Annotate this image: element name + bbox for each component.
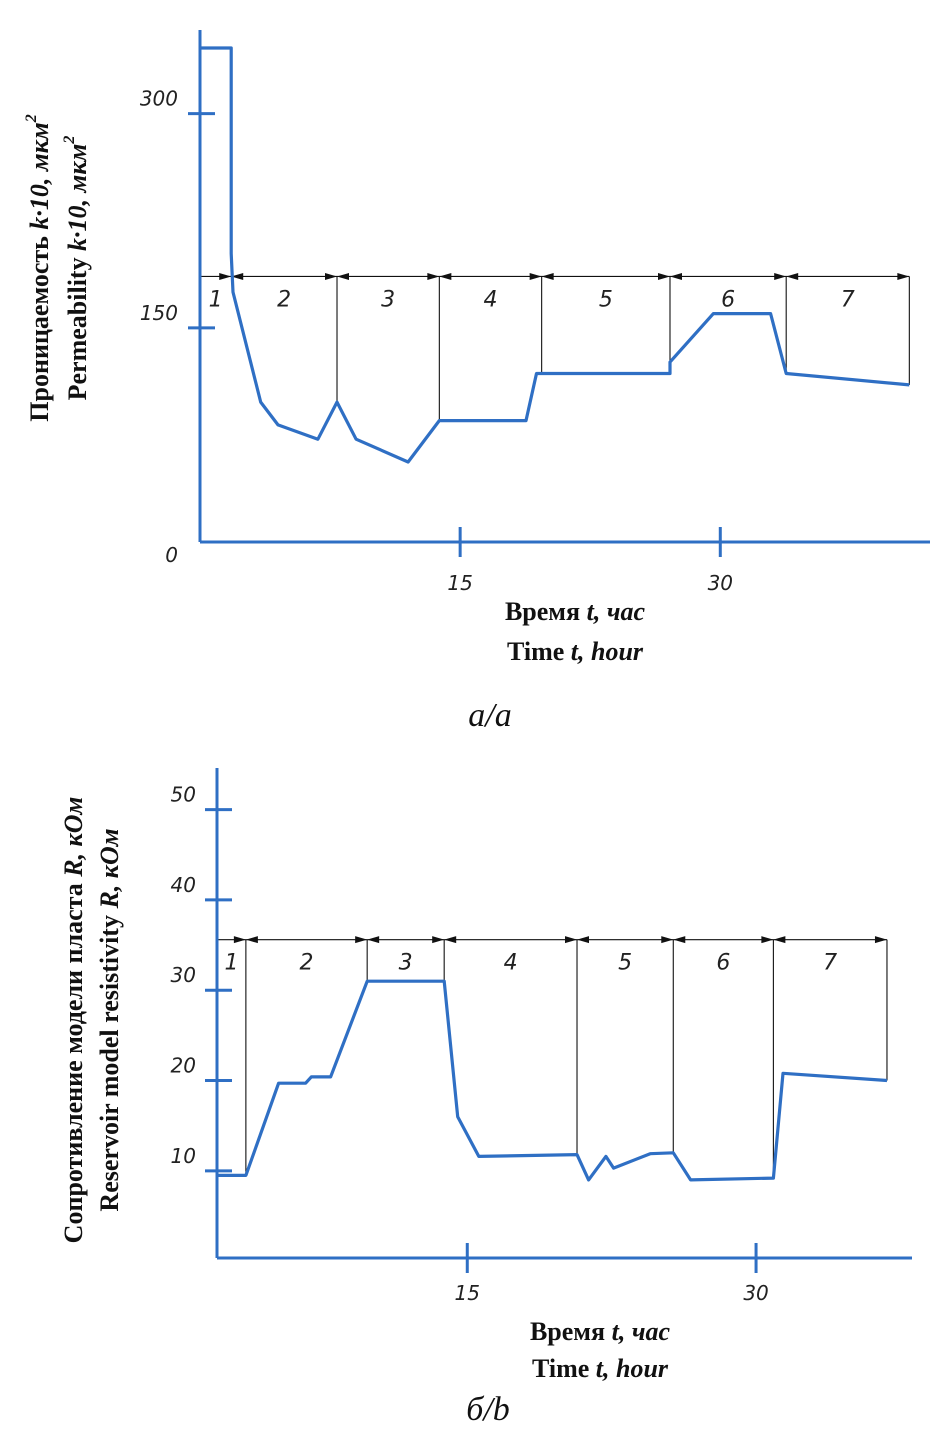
- a-arrowhead-right: [219, 273, 231, 280]
- a-arrowhead-right: [427, 273, 439, 280]
- b-arrowhead-left: [773, 936, 785, 943]
- b-y-tick-label: 20: [170, 1053, 196, 1078]
- a-arrowhead-right: [658, 273, 670, 280]
- a-stage-label: 5: [598, 287, 613, 313]
- a-stage-label: 4: [483, 287, 498, 313]
- b-arrowhead-right: [761, 936, 773, 943]
- b-x-tick-label: 15: [454, 1281, 481, 1305]
- b-stage-label: 7: [823, 950, 838, 976]
- a-arrowhead-left: [670, 273, 682, 280]
- b-arrowhead-right: [875, 936, 887, 943]
- b-stage-label: 6: [716, 950, 731, 976]
- a-stage-label: 7: [840, 287, 855, 313]
- a-arrowhead-left: [786, 273, 798, 280]
- a-x-axis-title-ru: Время t, час: [504, 597, 646, 626]
- a-x-tick-label: 30: [707, 571, 734, 595]
- a-arrowhead-right: [897, 273, 909, 280]
- b-series-resistivity: [217, 981, 887, 1180]
- a-stage-label: 2: [277, 287, 292, 313]
- b-y-axis-title-ru: Сопротивление модели пласта R, кОм: [59, 796, 88, 1244]
- b-stage-label: 4: [503, 950, 518, 976]
- b-x-axis-title-ru: Время t, час: [529, 1317, 671, 1346]
- a-x-tick-label: 15: [447, 571, 473, 595]
- a-arrowhead-left: [439, 273, 451, 280]
- b-arrowhead-right: [355, 936, 367, 943]
- b-arrowhead-right: [661, 936, 673, 943]
- a-arrowhead-right: [530, 273, 542, 280]
- b-arrowhead-left: [367, 936, 379, 943]
- b-arrowhead-left: [673, 936, 685, 943]
- b-y-tick-label: 50: [170, 782, 196, 807]
- a-series-permeability: [200, 48, 909, 462]
- b-x-tick-label: 30: [743, 1281, 769, 1305]
- b-x-axis-title-en: Time t, hour: [531, 1354, 669, 1383]
- a-y-axis-title-en: Permeability k·10, мкм$^2$: [61, 135, 92, 401]
- b-arrowhead-right: [432, 936, 444, 943]
- b-stage-label: 5: [618, 950, 633, 976]
- a-y-tick-label: 0: [165, 543, 178, 567]
- a-x-axis-title-en: Time t, hour: [506, 637, 644, 666]
- a-arrowhead-left: [337, 273, 349, 280]
- a-panel-label: а/a: [468, 697, 512, 734]
- b-stage-label: 2: [299, 950, 314, 976]
- b-arrowhead-left: [246, 936, 258, 943]
- b-arrowhead-left: [577, 936, 589, 943]
- b-arrowhead-right: [234, 936, 246, 943]
- b-arrowhead-right: [565, 936, 577, 943]
- a-y-tick-label: 150: [139, 300, 178, 325]
- b-stage-label: 1: [224, 950, 239, 976]
- a-arrowhead-right: [774, 273, 786, 280]
- a-stage-label: 1: [208, 287, 223, 313]
- a-y-axis-title-ru: Проницаемость k·10, мкм$^2$: [23, 114, 54, 422]
- panel-a-permeability: [23, 30, 930, 734]
- a-arrowhead-left: [542, 273, 554, 280]
- panel-b-resistivity: [59, 768, 912, 1428]
- b-arrowhead-left: [444, 936, 456, 943]
- b-y-axis-title-en: Reservoir model resistivity R, кОм: [95, 828, 124, 1212]
- b-y-tick-label: 40: [170, 872, 196, 897]
- b-stage-label: 3: [398, 950, 413, 976]
- a-stage-label: 3: [381, 287, 396, 313]
- b-y-tick-label: 10: [170, 1143, 196, 1168]
- a-stage-label: 6: [721, 287, 736, 313]
- a-arrowhead-right: [325, 273, 337, 280]
- a-y-tick-label: 300: [139, 86, 178, 111]
- b-panel-label: б/b: [466, 1391, 510, 1428]
- b-y-tick-label: 30: [170, 963, 196, 988]
